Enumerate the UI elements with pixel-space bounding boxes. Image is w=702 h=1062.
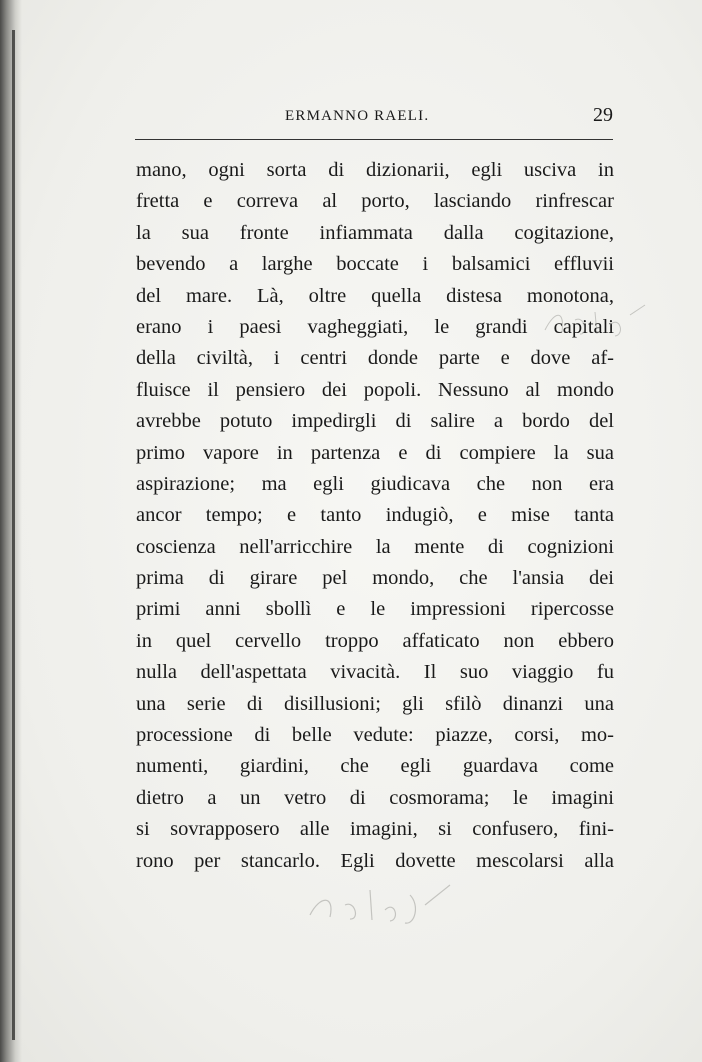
text-line: rono per stancarlo. Egli dovette mescolarsi alla [136,849,614,872]
text-line: una serie di disillusioni; gli sfilò dinanzi una [136,692,614,715]
binding-edge [12,30,15,1040]
text-line: numenti, giardini, che egli guardava come [136,755,614,778]
text-line: processione di belle vedute: piazze, corsi, mo- [136,724,614,747]
page-header [135,104,613,132]
text-line: prima di girare pel mondo, che l'ansia dei [136,567,614,590]
text-line: primi anni sbollì e le impressioni ripercosse [136,598,614,621]
text-line: primo vapore in partenza e di compiere la sua [136,441,614,464]
text-line: del mare. Là, oltre quella distesa monotona, [136,284,614,307]
text-line: la sua fronte infiammata dalla cogitazione, [136,221,614,244]
body-text [136,155,614,877]
text-line: fluisce il pensiero dei popoli. Nessuno al mondo [136,378,614,401]
running-head: ERMANNO RAELI. [285,108,430,124]
text-line: nulla dell'aspettata vivacità. Il suo viaggio fu [136,661,614,684]
text-line: si sovrapposero alle imagini, si confusero, fini- [136,818,614,841]
text-line: coscienza nell'arricchire la mente di cognizioni [136,535,614,558]
text-line: mano, ogni sorta di dizionarii, egli usciva in [136,159,614,181]
bleed-through-mark [300,875,460,935]
header-rule [135,139,613,140]
binding-shadow [0,0,22,1062]
text-line: in quel cervello troppo affaticato non ebbero [136,629,614,652]
page-number: 29 [593,104,613,126]
text-line: bevendo a larghe boccate i balsamici effluvii [136,253,614,276]
text-line: erano i paesi vagheggiati, le grandi capitali [136,315,614,338]
text-line: avrebbe potuto impedirgli di salire a bordo del [136,410,614,433]
text-line: ancor tempo; e tanto indugiò, e mise tanta [136,504,614,527]
text-line: fretta e correva al porto, lasciando rinfrescar [136,190,614,213]
text-line: dietro a un vetro di cosmorama; le imagini [136,786,614,809]
text-line: aspirazione; ma egli giudicava che non era [136,472,614,495]
text-line: della civiltà, i centri donde parte e dove af- [136,347,614,370]
